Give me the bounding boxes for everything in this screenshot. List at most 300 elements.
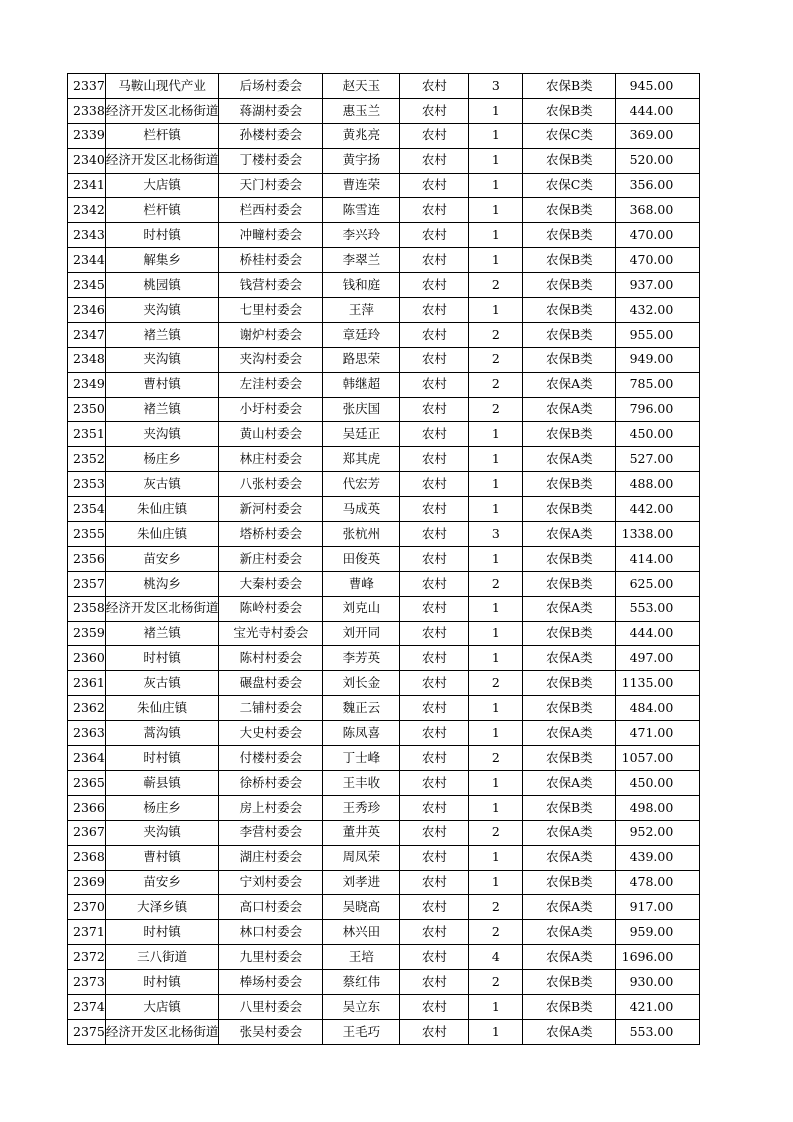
person-name-cell: 黄兆亮 bbox=[323, 123, 400, 148]
area-type-cell: 农村 bbox=[400, 770, 469, 795]
town-cell: 褚兰镇 bbox=[105, 397, 219, 422]
table-row bbox=[68, 148, 700, 173]
table-row bbox=[68, 970, 700, 995]
person-name-cell: 章廷玲 bbox=[323, 322, 400, 347]
town-cell: 解集乡 bbox=[105, 248, 219, 273]
person-name-cell: 董井英 bbox=[323, 820, 400, 845]
village-committee-cell: 丁楼村委会 bbox=[219, 148, 323, 173]
row-number-cell: 2369 bbox=[68, 870, 106, 895]
household-count-cell: 2 bbox=[469, 571, 523, 596]
table-row bbox=[68, 298, 700, 323]
table-row bbox=[68, 845, 700, 870]
town-cell: 大泽乡镇 bbox=[105, 895, 219, 920]
table-row bbox=[68, 273, 700, 298]
household-count-cell: 2 bbox=[469, 671, 523, 696]
town-cell: 朱仙庄镇 bbox=[105, 696, 219, 721]
person-name-cell: 陈雪连 bbox=[323, 198, 400, 223]
row-number-cell: 2371 bbox=[68, 920, 106, 945]
household-count-cell: 2 bbox=[469, 920, 523, 945]
village-committee-cell: 小圩村委会 bbox=[219, 397, 323, 422]
person-name-cell: 王毛巧 bbox=[323, 1019, 400, 1044]
area-type-cell: 农村 bbox=[400, 422, 469, 447]
town-cell: 时村镇 bbox=[105, 920, 219, 945]
town-cell: 灰古镇 bbox=[105, 472, 219, 497]
row-number-cell: 2337 bbox=[68, 74, 106, 99]
table-row bbox=[68, 571, 700, 596]
insurance-category-cell: 农保A类 bbox=[523, 646, 616, 671]
person-name-cell: 赵天玉 bbox=[323, 74, 400, 99]
household-count-cell: 1 bbox=[469, 596, 523, 621]
person-name-cell: 刘孝进 bbox=[323, 870, 400, 895]
amount-cell: 421.00 bbox=[616, 994, 700, 1019]
village-committee-cell: 八里村委会 bbox=[219, 994, 323, 1019]
row-number-cell: 2353 bbox=[68, 472, 106, 497]
table-row bbox=[68, 994, 700, 1019]
amount-cell: 930.00 bbox=[616, 970, 700, 995]
amount-cell: 369.00 bbox=[616, 123, 700, 148]
person-name-cell: 代宏芳 bbox=[323, 472, 400, 497]
table-row bbox=[68, 820, 700, 845]
row-number-cell: 2374 bbox=[68, 994, 106, 1019]
table-row bbox=[68, 397, 700, 422]
village-committee-cell: 九里村委会 bbox=[219, 945, 323, 970]
household-count-cell: 1 bbox=[469, 98, 523, 123]
table-row bbox=[68, 795, 700, 820]
row-number-cell: 2358 bbox=[68, 596, 106, 621]
row-number-cell: 2373 bbox=[68, 970, 106, 995]
household-count-cell: 1 bbox=[469, 845, 523, 870]
town-cell: 时村镇 bbox=[105, 646, 219, 671]
table-row bbox=[68, 198, 700, 223]
area-type-cell: 农村 bbox=[400, 596, 469, 621]
household-count-cell: 2 bbox=[469, 372, 523, 397]
area-type-cell: 农村 bbox=[400, 546, 469, 571]
area-type-cell: 农村 bbox=[400, 472, 469, 497]
household-count-cell: 2 bbox=[469, 820, 523, 845]
row-number-cell: 2365 bbox=[68, 770, 106, 795]
household-count-cell: 1 bbox=[469, 123, 523, 148]
village-committee-cell: 蒋湖村委会 bbox=[219, 98, 323, 123]
area-type-cell: 农村 bbox=[400, 895, 469, 920]
town-cell: 经济开发区北杨街道 bbox=[105, 596, 219, 621]
town-cell: 朱仙庄镇 bbox=[105, 497, 219, 522]
person-name-cell: 钱和庭 bbox=[323, 273, 400, 298]
household-count-cell: 4 bbox=[469, 945, 523, 970]
row-number-cell: 2339 bbox=[68, 123, 106, 148]
village-committee-cell: 钱营村委会 bbox=[219, 273, 323, 298]
area-type-cell: 农村 bbox=[400, 372, 469, 397]
village-committee-cell: 夹沟村委会 bbox=[219, 347, 323, 372]
table-row bbox=[68, 472, 700, 497]
amount-cell: 414.00 bbox=[616, 546, 700, 571]
town-cell: 夹沟镇 bbox=[105, 347, 219, 372]
insurance-category-cell: 农保A类 bbox=[523, 770, 616, 795]
town-cell: 杨庄乡 bbox=[105, 447, 219, 472]
amount-cell: 470.00 bbox=[616, 248, 700, 273]
person-name-cell: 丁士峰 bbox=[323, 746, 400, 771]
village-committee-cell: 大史村委会 bbox=[219, 721, 323, 746]
person-name-cell: 李芳英 bbox=[323, 646, 400, 671]
village-committee-cell: 付楼村委会 bbox=[219, 746, 323, 771]
town-cell: 杨庄乡 bbox=[105, 795, 219, 820]
amount-cell: 917.00 bbox=[616, 895, 700, 920]
person-name-cell: 周凤荣 bbox=[323, 845, 400, 870]
table-row bbox=[68, 372, 700, 397]
area-type-cell: 农村 bbox=[400, 621, 469, 646]
insurance-category-cell: 农保B类 bbox=[523, 497, 616, 522]
village-committee-cell: 棒场村委会 bbox=[219, 970, 323, 995]
area-type-cell: 农村 bbox=[400, 173, 469, 198]
amount-cell: 488.00 bbox=[616, 472, 700, 497]
amount-cell: 1696.00 bbox=[616, 945, 700, 970]
row-number-cell: 2368 bbox=[68, 845, 106, 870]
person-name-cell: 刘开同 bbox=[323, 621, 400, 646]
person-name-cell: 马成英 bbox=[323, 497, 400, 522]
insurance-category-cell: 农保C类 bbox=[523, 123, 616, 148]
household-count-cell: 1 bbox=[469, 795, 523, 820]
row-number-cell: 2362 bbox=[68, 696, 106, 721]
insurance-category-cell: 农保B类 bbox=[523, 970, 616, 995]
row-number-cell: 2338 bbox=[68, 98, 106, 123]
village-committee-cell: 谢炉村委会 bbox=[219, 322, 323, 347]
row-number-cell: 2344 bbox=[68, 248, 106, 273]
town-cell: 时村镇 bbox=[105, 746, 219, 771]
table-row bbox=[68, 770, 700, 795]
area-type-cell: 农村 bbox=[400, 322, 469, 347]
area-type-cell: 农村 bbox=[400, 1019, 469, 1044]
household-count-cell: 1 bbox=[469, 621, 523, 646]
insurance-category-cell: 农保B类 bbox=[523, 248, 616, 273]
insurance-category-cell: 农保B类 bbox=[523, 571, 616, 596]
area-type-cell: 农村 bbox=[400, 198, 469, 223]
table-row bbox=[68, 721, 700, 746]
insurance-category-cell: 农保A类 bbox=[523, 447, 616, 472]
town-cell: 桃园镇 bbox=[105, 273, 219, 298]
household-count-cell: 2 bbox=[469, 895, 523, 920]
amount-cell: 432.00 bbox=[616, 298, 700, 323]
person-name-cell: 魏正云 bbox=[323, 696, 400, 721]
person-name-cell: 陈凤喜 bbox=[323, 721, 400, 746]
village-committee-cell: 张吴村委会 bbox=[219, 1019, 323, 1044]
village-committee-cell: 宁刘村委会 bbox=[219, 870, 323, 895]
amount-cell: 945.00 bbox=[616, 74, 700, 99]
person-name-cell: 郑其虎 bbox=[323, 447, 400, 472]
amount-cell: 1338.00 bbox=[616, 522, 700, 547]
row-number-cell: 2364 bbox=[68, 746, 106, 771]
town-cell: 栏杆镇 bbox=[105, 123, 219, 148]
area-type-cell: 农村 bbox=[400, 347, 469, 372]
household-count-cell: 1 bbox=[469, 248, 523, 273]
village-committee-cell: 碾盘村委会 bbox=[219, 671, 323, 696]
household-count-cell: 1 bbox=[469, 173, 523, 198]
area-type-cell: 农村 bbox=[400, 74, 469, 99]
area-type-cell: 农村 bbox=[400, 98, 469, 123]
insurance-category-cell: 农保B类 bbox=[523, 148, 616, 173]
town-cell: 三八街道 bbox=[105, 945, 219, 970]
amount-cell: 368.00 bbox=[616, 198, 700, 223]
row-number-cell: 2370 bbox=[68, 895, 106, 920]
town-cell: 时村镇 bbox=[105, 223, 219, 248]
household-count-cell: 1 bbox=[469, 223, 523, 248]
insurance-category-cell: 农保C类 bbox=[523, 173, 616, 198]
amount-cell: 444.00 bbox=[616, 621, 700, 646]
table-row bbox=[68, 596, 700, 621]
area-type-cell: 农村 bbox=[400, 820, 469, 845]
table-row bbox=[68, 746, 700, 771]
row-number-cell: 2366 bbox=[68, 795, 106, 820]
town-cell: 苗安乡 bbox=[105, 546, 219, 571]
table-row bbox=[68, 522, 700, 547]
village-committee-cell: 李营村委会 bbox=[219, 820, 323, 845]
table-row bbox=[68, 98, 700, 123]
row-number-cell: 2340 bbox=[68, 148, 106, 173]
area-type-cell: 农村 bbox=[400, 671, 469, 696]
insurance-category-cell: 农保B类 bbox=[523, 322, 616, 347]
town-cell: 褚兰镇 bbox=[105, 322, 219, 347]
amount-cell: 625.00 bbox=[616, 571, 700, 596]
village-committee-cell: 塔桥村委会 bbox=[219, 522, 323, 547]
amount-cell: 471.00 bbox=[616, 721, 700, 746]
village-committee-cell: 林庄村委会 bbox=[219, 447, 323, 472]
amount-cell: 1135.00 bbox=[616, 671, 700, 696]
table-row bbox=[68, 870, 700, 895]
area-type-cell: 农村 bbox=[400, 497, 469, 522]
amount-cell: 450.00 bbox=[616, 422, 700, 447]
household-count-cell: 1 bbox=[469, 1019, 523, 1044]
household-count-cell: 2 bbox=[469, 347, 523, 372]
area-type-cell: 农村 bbox=[400, 746, 469, 771]
household-count-cell: 2 bbox=[469, 746, 523, 771]
household-count-cell: 1 bbox=[469, 870, 523, 895]
table-row bbox=[68, 74, 700, 99]
table-row bbox=[68, 945, 700, 970]
village-committee-cell: 新河村委会 bbox=[219, 497, 323, 522]
insurance-category-cell: 农保A类 bbox=[523, 596, 616, 621]
row-number-cell: 2347 bbox=[68, 322, 106, 347]
village-committee-cell: 冲疃村委会 bbox=[219, 223, 323, 248]
table-row bbox=[68, 497, 700, 522]
village-committee-cell: 高口村委会 bbox=[219, 895, 323, 920]
table-row bbox=[68, 223, 700, 248]
person-name-cell: 蔡红伟 bbox=[323, 970, 400, 995]
area-type-cell: 农村 bbox=[400, 447, 469, 472]
town-cell: 夹沟镇 bbox=[105, 422, 219, 447]
town-cell: 马鞍山现代产业 bbox=[105, 74, 219, 99]
insurance-category-cell: 农保B类 bbox=[523, 870, 616, 895]
insurance-category-cell: 农保B类 bbox=[523, 98, 616, 123]
village-committee-cell: 天门村委会 bbox=[219, 173, 323, 198]
insurance-category-cell: 农保B类 bbox=[523, 671, 616, 696]
person-name-cell: 林兴田 bbox=[323, 920, 400, 945]
person-name-cell: 王丰收 bbox=[323, 770, 400, 795]
town-cell: 曹村镇 bbox=[105, 845, 219, 870]
household-count-cell: 3 bbox=[469, 522, 523, 547]
row-number-cell: 2375 bbox=[68, 1019, 106, 1044]
village-committee-cell: 湖庄村委会 bbox=[219, 845, 323, 870]
row-number-cell: 2345 bbox=[68, 273, 106, 298]
village-committee-cell: 二铺村委会 bbox=[219, 696, 323, 721]
town-cell: 桃沟乡 bbox=[105, 571, 219, 596]
village-committee-cell: 房上村委会 bbox=[219, 795, 323, 820]
insurance-category-cell: 农保B类 bbox=[523, 746, 616, 771]
table-body bbox=[68, 74, 700, 1045]
area-type-cell: 农村 bbox=[400, 571, 469, 596]
household-count-cell: 1 bbox=[469, 422, 523, 447]
insurance-category-cell: 农保A类 bbox=[523, 1019, 616, 1044]
household-count-cell: 1 bbox=[469, 696, 523, 721]
amount-cell: 497.00 bbox=[616, 646, 700, 671]
insurance-category-cell: 农保B类 bbox=[523, 795, 616, 820]
row-number-cell: 2372 bbox=[68, 945, 106, 970]
insurance-category-cell: 农保A类 bbox=[523, 945, 616, 970]
row-number-cell: 2352 bbox=[68, 447, 106, 472]
table-row bbox=[68, 646, 700, 671]
person-name-cell: 王秀珍 bbox=[323, 795, 400, 820]
row-number-cell: 2357 bbox=[68, 571, 106, 596]
person-name-cell: 惠玉兰 bbox=[323, 98, 400, 123]
table-row bbox=[68, 1019, 700, 1044]
village-committee-cell: 徐桥村委会 bbox=[219, 770, 323, 795]
village-committee-cell: 新庄村委会 bbox=[219, 546, 323, 571]
area-type-cell: 农村 bbox=[400, 696, 469, 721]
table-row bbox=[68, 173, 700, 198]
town-cell: 蒿沟镇 bbox=[105, 721, 219, 746]
amount-cell: 1057.00 bbox=[616, 746, 700, 771]
amount-cell: 520.00 bbox=[616, 148, 700, 173]
household-count-cell: 2 bbox=[469, 397, 523, 422]
village-committee-cell: 八张村委会 bbox=[219, 472, 323, 497]
row-number-cell: 2359 bbox=[68, 621, 106, 646]
household-count-cell: 1 bbox=[469, 721, 523, 746]
household-count-cell: 1 bbox=[469, 298, 523, 323]
household-count-cell: 1 bbox=[469, 198, 523, 223]
table-row bbox=[68, 546, 700, 571]
table-row bbox=[68, 621, 700, 646]
household-count-cell: 2 bbox=[469, 970, 523, 995]
village-committee-cell: 林口村委会 bbox=[219, 920, 323, 945]
insurance-category-cell: 农保B类 bbox=[523, 198, 616, 223]
area-type-cell: 农村 bbox=[400, 945, 469, 970]
person-name-cell: 黄宇扬 bbox=[323, 148, 400, 173]
table-row bbox=[68, 347, 700, 372]
insurance-category-cell: 农保A类 bbox=[523, 920, 616, 945]
insurance-category-cell: 农保B类 bbox=[523, 74, 616, 99]
town-cell: 栏杆镇 bbox=[105, 198, 219, 223]
row-number-cell: 2363 bbox=[68, 721, 106, 746]
person-name-cell: 刘克山 bbox=[323, 596, 400, 621]
person-name-cell: 吴廷正 bbox=[323, 422, 400, 447]
village-committee-cell: 七里村委会 bbox=[219, 298, 323, 323]
household-count-cell: 1 bbox=[469, 447, 523, 472]
area-type-cell: 农村 bbox=[400, 646, 469, 671]
amount-cell: 356.00 bbox=[616, 173, 700, 198]
area-type-cell: 农村 bbox=[400, 397, 469, 422]
insurance-category-cell: 农保B类 bbox=[523, 273, 616, 298]
household-count-cell: 1 bbox=[469, 994, 523, 1019]
amount-cell: 553.00 bbox=[616, 1019, 700, 1044]
person-name-cell: 王萍 bbox=[323, 298, 400, 323]
household-count-cell: 1 bbox=[469, 546, 523, 571]
town-cell: 大店镇 bbox=[105, 994, 219, 1019]
amount-cell: 444.00 bbox=[616, 98, 700, 123]
village-committee-cell: 左洼村委会 bbox=[219, 372, 323, 397]
town-cell: 灰古镇 bbox=[105, 671, 219, 696]
insurance-category-cell: 农保B类 bbox=[523, 347, 616, 372]
amount-cell: 937.00 bbox=[616, 273, 700, 298]
town-cell: 褚兰镇 bbox=[105, 621, 219, 646]
person-name-cell: 吴晓高 bbox=[323, 895, 400, 920]
insurance-category-cell: 农保B类 bbox=[523, 546, 616, 571]
table-row bbox=[68, 696, 700, 721]
person-name-cell: 张庆国 bbox=[323, 397, 400, 422]
row-number-cell: 2350 bbox=[68, 397, 106, 422]
area-type-cell: 农村 bbox=[400, 795, 469, 820]
person-name-cell: 吴立东 bbox=[323, 994, 400, 1019]
table-row bbox=[68, 422, 700, 447]
insurance-category-cell: 农保A类 bbox=[523, 845, 616, 870]
village-committee-cell: 黄山村委会 bbox=[219, 422, 323, 447]
table-row bbox=[68, 671, 700, 696]
insurance-category-cell: 农保A类 bbox=[523, 895, 616, 920]
village-committee-cell: 宝光寺村委会 bbox=[219, 621, 323, 646]
area-type-cell: 农村 bbox=[400, 148, 469, 173]
area-type-cell: 农村 bbox=[400, 273, 469, 298]
person-name-cell: 王培 bbox=[323, 945, 400, 970]
person-name-cell: 李翠兰 bbox=[323, 248, 400, 273]
table-row bbox=[68, 248, 700, 273]
area-type-cell: 农村 bbox=[400, 721, 469, 746]
town-cell: 朱仙庄镇 bbox=[105, 522, 219, 547]
row-number-cell: 2361 bbox=[68, 671, 106, 696]
person-name-cell: 路思荣 bbox=[323, 347, 400, 372]
person-name-cell: 刘长金 bbox=[323, 671, 400, 696]
insurance-category-cell: 农保B类 bbox=[523, 696, 616, 721]
amount-cell: 478.00 bbox=[616, 870, 700, 895]
row-number-cell: 2341 bbox=[68, 173, 106, 198]
person-name-cell: 张杭州 bbox=[323, 522, 400, 547]
area-type-cell: 农村 bbox=[400, 298, 469, 323]
household-count-cell: 3 bbox=[469, 74, 523, 99]
amount-cell: 527.00 bbox=[616, 447, 700, 472]
insurance-category-cell: 农保B类 bbox=[523, 621, 616, 646]
area-type-cell: 农村 bbox=[400, 223, 469, 248]
data-table bbox=[67, 73, 700, 1045]
town-cell: 经济开发区北杨街道 bbox=[105, 1019, 219, 1044]
area-type-cell: 农村 bbox=[400, 920, 469, 945]
insurance-category-cell: 农保A类 bbox=[523, 397, 616, 422]
household-count-cell: 1 bbox=[469, 148, 523, 173]
village-committee-cell: 陈岭村委会 bbox=[219, 596, 323, 621]
person-name-cell: 曹峰 bbox=[323, 571, 400, 596]
amount-cell: 439.00 bbox=[616, 845, 700, 870]
person-name-cell: 韩继超 bbox=[323, 372, 400, 397]
amount-cell: 796.00 bbox=[616, 397, 700, 422]
household-count-cell: 1 bbox=[469, 770, 523, 795]
row-number-cell: 2355 bbox=[68, 522, 106, 547]
person-name-cell: 田俊英 bbox=[323, 546, 400, 571]
household-count-cell: 1 bbox=[469, 472, 523, 497]
insurance-category-cell: 农保B类 bbox=[523, 422, 616, 447]
village-committee-cell: 后场村委会 bbox=[219, 74, 323, 99]
table-row bbox=[68, 322, 700, 347]
row-number-cell: 2356 bbox=[68, 546, 106, 571]
row-number-cell: 2346 bbox=[68, 298, 106, 323]
table-row bbox=[68, 447, 700, 472]
household-count-cell: 2 bbox=[469, 322, 523, 347]
town-cell: 时村镇 bbox=[105, 970, 219, 995]
area-type-cell: 农村 bbox=[400, 522, 469, 547]
area-type-cell: 农村 bbox=[400, 994, 469, 1019]
